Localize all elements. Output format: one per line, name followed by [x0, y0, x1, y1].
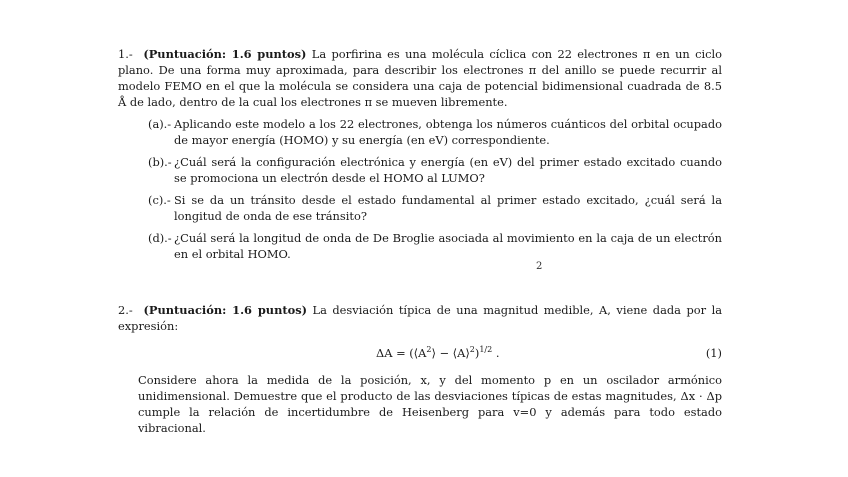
problem-1-number: 1.- [118, 47, 133, 61]
problem-1-item-d [118, 230, 722, 262]
problem-1-text: La porfirina es una molécula cíclica con 22 electrones π en un ciclo plano. De una forma muy aproximada, para describir los electrones π del anillo se puede recurrir al modelo FEMO en el que la molécula se considera una caja de potencial bidimensional cuadrada de 8.5 Å de lado, dentro de la cual los electrones π se mueven libremente. [118, 47, 722, 109]
problem-1 [118, 46, 722, 262]
problem-2 [118, 302, 722, 436]
problem-1-items [118, 116, 722, 262]
problem-1-item-c [118, 192, 722, 224]
equation-expression: $\Delta A = (⟨A^2⟩$ − ⟨A⟩$^2$)$^{1/2}$ . [376, 345, 500, 360]
item-text: Si se da un tránsito desde el estado fundamental al primer estado excitado, ¿cuál será la longitud de onda de ese tránsito? [174, 193, 722, 223]
equation-number: (1) [705, 346, 722, 360]
item-text: Aplicando este modelo a los 22 electrones, obtenga los números cuánticos del orbital ocupado de mayor energía (HOMO) y su energía (en eV) correspondiente. [174, 117, 722, 147]
problem-1-item-b [118, 154, 722, 186]
item-label: (c).- [148, 193, 171, 207]
item-label: (a).- [148, 117, 172, 131]
problem-2-text: La desviación típica de una magnitud medible, A, viene dada por la expresión: [118, 303, 723, 333]
problem-2-statement [118, 302, 722, 334]
page-note: 2 [536, 261, 543, 272]
item-label: (b).- [148, 155, 172, 169]
problem-1-points: (Puntuación: 1.6 puntos) [143, 47, 307, 61]
item-text: ¿Cuál será la configuración electrónica y energía (en eV) del primer estado excitado cuando se promociona un electrón desde el HOMO al LUMO? [174, 155, 722, 185]
equation-1 [118, 341, 722, 365]
item-label: (d).- [148, 231, 172, 245]
problem-2-number: 2.- [118, 303, 133, 317]
problem-2-points: (Puntuación: 1.6 puntos) [143, 303, 308, 317]
problem-2-body: Considere ahora la medida de la posición, x, y del momento p en un oscilador armónico unidimensional. Demuestre que el producto de las desviaciones típicas de estas magnitudes, Δx · Δp cumple la relación de incertidumbre de Heisenberg para v=0 y además para todo estado vibracional. [138, 373, 722, 435]
problem-1-statement [118, 46, 722, 110]
problem-1-item-a [118, 116, 722, 148]
item-text: ¿Cuál será la longitud de onda de De Broglie asociada al movimiento en la caja de un electrón en el orbital HOMO. [174, 231, 722, 261]
